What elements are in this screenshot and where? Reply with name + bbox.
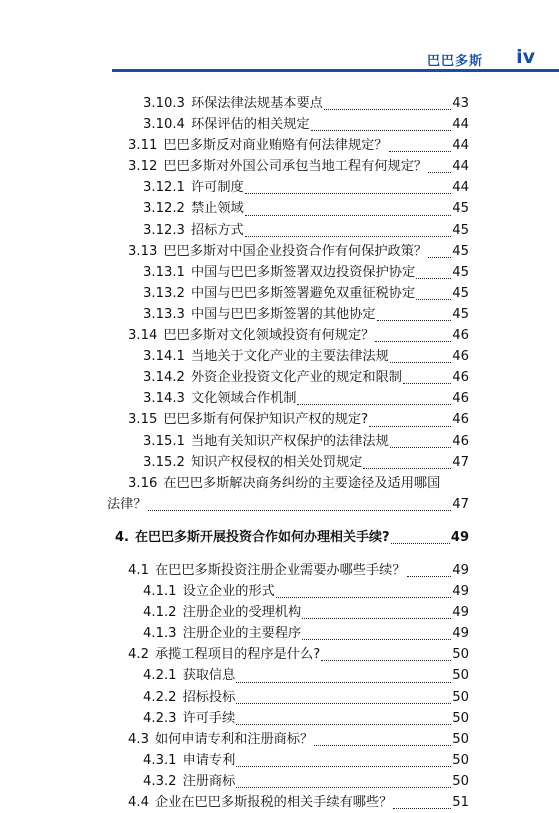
toc-entry-page: 50: [452, 647, 469, 663]
toc-entry-number: 4.2.1: [143, 668, 177, 684]
toc-leader-dots: [302, 638, 451, 640]
toc-leader-dots: [245, 214, 452, 216]
toc-entry-number: 3.12.3: [143, 222, 185, 238]
toc-entry-title: 招标方式: [190, 222, 244, 238]
toc-entry-title: 当地关于文化产业的主要法律法规: [190, 349, 389, 365]
toc-entry-number: 3.11: [128, 138, 158, 154]
toc-leader-dots: [314, 744, 451, 746]
toc-entry[interactable]: [115, 581, 469, 602]
toc-entry-page: 45: [452, 264, 469, 280]
toc-leader-dots: [428, 171, 451, 173]
toc-entry-number: 4.2.2: [143, 689, 177, 705]
toc-entry-page: 47: [452, 454, 469, 470]
toc-entry-page: 46: [452, 370, 469, 386]
toc-entry[interactable]: [115, 560, 469, 581]
toc-entry-title: 中国与巴巴多斯签署的其他协定: [190, 306, 376, 322]
toc-entry-page: 49: [452, 562, 469, 578]
toc-entry-title: 在巴巴多斯投资注册企业需要办哪些手续？: [154, 562, 406, 578]
toc-leader-dots: [236, 786, 451, 788]
toc-entry-number: 3.14: [128, 328, 158, 344]
toc-entry-title: 承揽工程项目的程序是什么?: [154, 647, 321, 663]
toc-leader-dots: [324, 108, 451, 110]
toc-entry-page: 44: [452, 138, 469, 154]
toc-leader-dots: [369, 425, 451, 427]
toc-chapter-entry[interactable]: [115, 527, 469, 548]
toc-entry[interactable]: [115, 177, 469, 198]
toc-entry[interactable]: [115, 452, 469, 473]
toc-entry[interactable]: [115, 346, 469, 367]
toc-entry-title: 巴巴多斯对中国企业投资合作有何保护政策？: [163, 243, 428, 259]
toc-leader-dots: [416, 298, 451, 300]
toc-leader-dots: [390, 361, 451, 363]
toc-entry-title: 巴巴多斯对外国公司承包当地工程有何规定？: [163, 159, 428, 175]
table-of-contents: [107, 93, 469, 813]
toc-entry-page: 45: [452, 243, 469, 259]
toc-entry-title: 注册商标: [182, 773, 236, 789]
toc-entry-page: 50: [452, 689, 469, 705]
toc-entry-number: 4.3: [128, 731, 149, 747]
toc-leader-dots: [363, 467, 451, 469]
toc-entry[interactable]: [115, 283, 469, 304]
toc-leader-dots: [428, 256, 451, 258]
toc-leader-dots: [403, 382, 451, 384]
toc-entry[interactable]: [115, 729, 469, 750]
toc-entry-number: 3.15.1: [143, 433, 185, 449]
toc-entry-title: 环保评估的相关规定: [190, 117, 310, 133]
toc-entry-title: 环保法律法规基本要点: [190, 96, 323, 111]
page-number: iv: [516, 46, 535, 68]
toc-entry-page: 43: [452, 96, 469, 111]
toc-entry-page: 50: [452, 752, 469, 768]
toc-entry-title: 申请专利: [182, 752, 236, 768]
toc-entry[interactable]: [115, 135, 469, 156]
toc-entry-number: 4.1: [128, 562, 149, 578]
toc-entry-page: 45: [452, 306, 469, 322]
toc-entry[interactable]: [115, 220, 469, 241]
toc-entry[interactable]: [115, 792, 469, 813]
toc-entry-title: 注册企业的受理机构: [182, 605, 302, 621]
toc-entry-number: 3.12.2: [143, 201, 185, 217]
toc-entry-page: 46: [452, 412, 469, 428]
toc-entry-page: 49: [450, 529, 469, 545]
toc-entry-page: 46: [452, 328, 469, 344]
toc-entry-page: 46: [452, 433, 469, 449]
toc-entry[interactable]: [115, 262, 469, 283]
toc-entry[interactable]: [115, 114, 469, 135]
toc-entry-page: 44: [452, 180, 469, 196]
toc-entry-number: 3.10.4: [143, 117, 185, 133]
toc-entry-title: 在巴巴多斯开展投资合作如何办理相关手续?: [134, 529, 390, 545]
toc-entry-title: 中国与巴巴多斯签署避免双重征税协定: [190, 285, 416, 301]
toc-entry-number: 4.3.1: [143, 752, 177, 768]
toc-entry[interactable]: [115, 241, 469, 262]
toc-entry-number: 3.10.3: [143, 96, 185, 111]
toc-entry-page: 51: [452, 795, 469, 810]
toc-entry-page: 46: [452, 349, 469, 365]
toc-leader-dots: [416, 277, 451, 279]
toc-entry[interactable]: [115, 388, 469, 409]
toc-leader-dots: [393, 807, 451, 809]
toc-entry-title: 如何申请专利和注册商标？: [154, 731, 314, 747]
toc-entry-title: 在巴巴多斯解决商务纠纷的主要途径及适用哪国: [163, 475, 441, 491]
toc-entry-number: 3.12.1: [143, 180, 185, 196]
toc-entry-title: 注册企业的主要程序: [182, 626, 302, 642]
toc-leader-dots: [236, 765, 451, 767]
toc-entry-number: 3.13.2: [143, 285, 185, 301]
toc-entry[interactable]: [115, 367, 469, 388]
toc-leader-dots: [377, 319, 452, 321]
toc-entry-page: 49: [452, 605, 469, 621]
toc-leader-dots: [148, 509, 452, 511]
toc-entry[interactable]: [115, 431, 469, 452]
toc-entry-number: 3.14.2: [143, 370, 185, 386]
toc-entry[interactable]: [115, 644, 469, 665]
toc-entry[interactable]: [115, 665, 469, 686]
toc-entry[interactable]: [115, 198, 469, 219]
toc-leader-dots: [375, 340, 451, 342]
toc-entry[interactable]: [115, 771, 469, 792]
toc-entry[interactable]: [115, 708, 469, 729]
toc-entry-page: 45: [452, 285, 469, 301]
toc-entry[interactable]: [115, 602, 469, 623]
toc-entry-page: 47: [452, 496, 469, 512]
toc-section-4: [115, 560, 469, 813]
toc-entry-page: 50: [452, 773, 469, 789]
toc-entry-page: 45: [452, 201, 469, 217]
toc-leader-dots: [236, 681, 451, 683]
toc-entry-title: 外资企业投资文化产业的规定和限制: [190, 370, 402, 386]
toc-entry-title: 文化领域合作机制: [190, 391, 297, 407]
toc-entry[interactable]: [115, 93, 469, 114]
toc-entry[interactable]: [115, 156, 469, 177]
toc-entry-title: 许可手续: [182, 710, 236, 726]
toc-entry-number: 4.2: [128, 647, 149, 663]
toc-entry-number: 4.1.1: [143, 584, 177, 600]
toc-entry-number: 4.3.2: [143, 773, 177, 789]
toc-entry[interactable]: [115, 304, 469, 325]
running-header-title: 巴巴多斯: [426, 54, 483, 69]
toc-leader-dots: [407, 575, 452, 577]
toc-entry-title: 巴巴多斯有何保护知识产权的规定?: [163, 412, 369, 428]
toc-leader-dots: [389, 150, 452, 152]
toc-entry-page: 44: [452, 117, 469, 133]
toc-entry[interactable]: [115, 687, 469, 708]
toc-leader-dots: [311, 129, 452, 131]
toc-entry-title: 获取信息: [182, 668, 236, 684]
toc-entry-title: 巴巴多斯反对商业贿赂有何法律规定？: [163, 138, 388, 154]
header-rule: [112, 69, 559, 72]
toc-entry-number: 4.2.3: [143, 710, 177, 726]
toc-entry-title: 企业在巴巴多斯报税的相关手续有哪些？: [154, 795, 393, 810]
toc-entry-title: 当地有关知识产权保护的法律法规: [190, 433, 389, 449]
toc-leader-dots: [276, 596, 451, 598]
toc-leader-dots: [302, 617, 451, 619]
toc-entry-number: 4.: [115, 529, 129, 545]
toc-entry-number: 4.1.2: [143, 605, 177, 621]
toc-entry-number: 4.4: [128, 795, 149, 810]
toc-entry-page: 50: [452, 731, 469, 747]
toc-entry-page: 44: [452, 159, 469, 175]
toc-entry-number: 3.12: [128, 159, 158, 175]
toc-entry-number: 4.1.3: [143, 626, 177, 642]
toc-entry-number: 3.16: [128, 475, 158, 491]
toc-entry-title: 中国与巴巴多斯签署双边投资保护协定: [190, 264, 416, 280]
toc-entry-title: 许可制度: [190, 180, 244, 196]
toc-entry-title-cont: 法律？: [107, 496, 147, 512]
toc-entry-page: 50: [452, 668, 469, 684]
toc-entry-page: 46: [452, 391, 469, 407]
toc-entry-number: 3.15: [128, 412, 158, 428]
toc-entry-page: 45: [452, 222, 469, 238]
toc-entry-number: 3.13.1: [143, 264, 185, 280]
toc-entry-title: 招标投标: [182, 689, 236, 705]
toc-entry-number: 3.15.2: [143, 454, 185, 470]
toc-entry-number: 3.14.3: [143, 391, 185, 407]
toc-leader-dots: [297, 403, 451, 405]
toc-entry-page: 49: [452, 584, 469, 600]
toc-entry-number: 3.13.3: [143, 306, 185, 322]
toc-leader-dots: [236, 723, 451, 725]
toc-entry-title: 设立企业的形式: [182, 584, 275, 600]
toc-entry[interactable]: [115, 409, 469, 430]
toc-entry-page: 50: [452, 710, 469, 726]
toc-entry-wrapped[interactable]: [107, 473, 469, 515]
toc-entry-title: 知识产权侵权的相关处罚规定: [190, 454, 363, 470]
toc-leader-dots: [321, 659, 451, 661]
toc-entry-page: 49: [452, 626, 469, 642]
toc-leader-dots: [390, 446, 451, 448]
toc-entry-title: 禁止领域: [190, 201, 244, 217]
toc-entry[interactable]: [115, 325, 469, 346]
toc-leader-dots: [236, 702, 451, 704]
toc-leader-dots: [245, 192, 452, 194]
toc-entry-title: 巴巴多斯对文化领域投资有何规定？: [163, 328, 375, 344]
toc-entry-number: 3.14.1: [143, 349, 185, 365]
toc-entry[interactable]: [115, 750, 469, 771]
toc-entry[interactable]: [115, 623, 469, 644]
toc-entry-number: 3.13: [128, 243, 158, 259]
toc-section-3: [115, 93, 469, 473]
toc-leader-dots: [245, 235, 452, 237]
toc-leader-dots: [391, 542, 450, 544]
